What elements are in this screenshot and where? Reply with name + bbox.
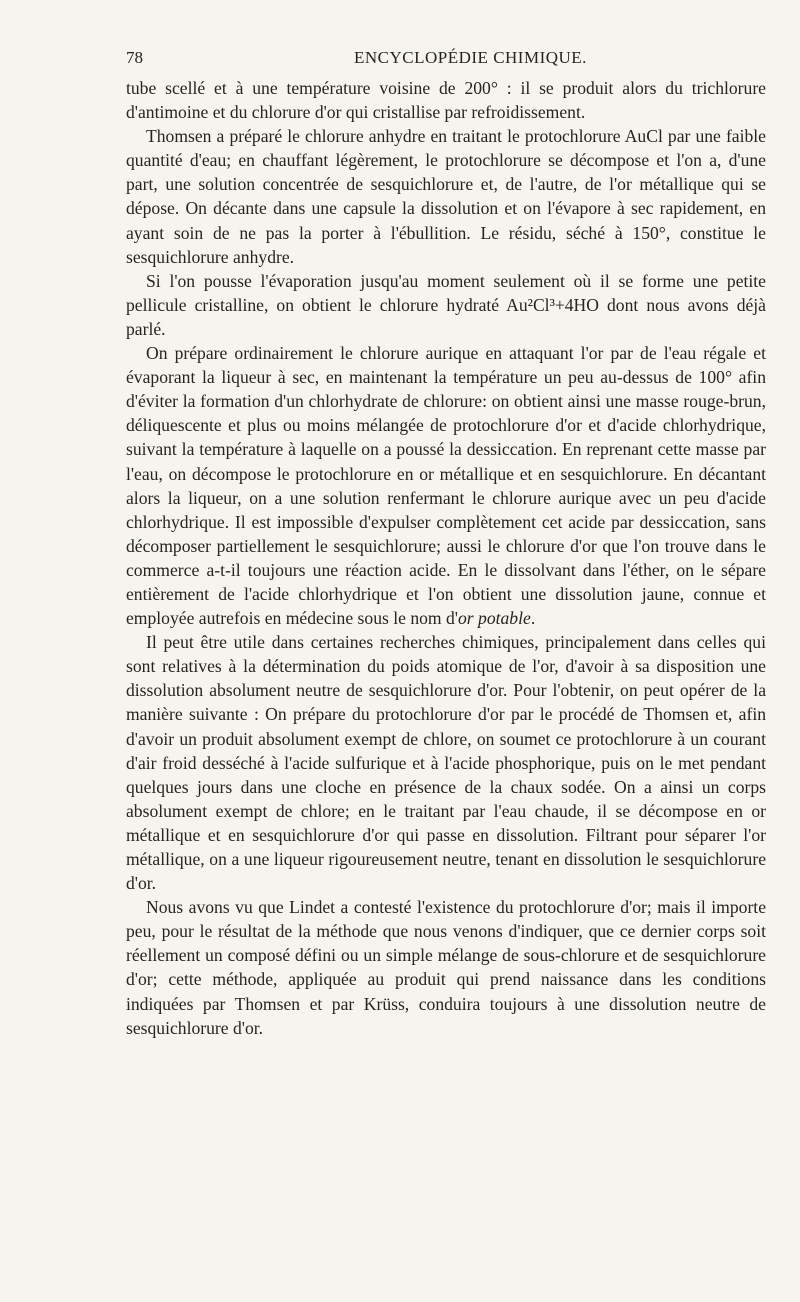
page-number: 78 xyxy=(126,48,143,67)
paragraph: Nous avons vu que Lindet a contesté l'existence du protochlorure d'or; mais il importe peu, pour le résultat de la méthode que nous venons d'indiquer, que ce dernier corps soit réellement un composé défini ou un simple mélange de sous-chlorure et de sesquichlorure d'or; cette méthode, appliquée au produit qui prend naissance dans les conditions indiquées par Thomsen et par Krüss, conduira toujours à une dissolution neutre de sesquichlorure d'or. xyxy=(126,897,766,1038)
paragraph: tube scellé et à une température voisine de 200° : il se produit alors du trichlorure d'antimoine et du chlorure d'or qui cristallise par refroidissement. xyxy=(126,78,766,123)
paragraph: Si l'on pousse l'évaporation jusqu'au moment seulement où il se forme une petite pellicule cristalline, on obtient le chlorure hydraté Au²Cl³+4HO dont nous avons déjà parlé. xyxy=(126,270,766,339)
paragraph-end-punctuation: . xyxy=(530,608,536,629)
paragraph xyxy=(126,341,766,630)
page-header xyxy=(126,40,760,76)
running-head: ENCYCLOPÉDIE CHIMIQUE. xyxy=(354,48,587,67)
emphasized-term: or potable xyxy=(457,608,531,629)
paragraph: Il peut être utile dans certaines recherches chimiques, principalement dans celles qui sont relatives à la détermination du poids atomique de l'or, d'avoir à sa disposition une dissolution absolument neutre de sesquichlorure d'or. Pour l'obtenir, on peut opérer de la manière suivante : On prépare du protochlorure d'or par le procédé de Thomsen et, afin d'avoir un produit absolument exempt de chlore, on soumet ce protochlorure à un courant d'air froid desséché à l'acide sulfurique et à l'acide phosphorique, puis on le met pendant quelques jours dans une cloche en présence de la chaux sodée. On a ainsi un corps absolument exempt de chlore; en le traitant par l'eau chaude, il se décompose en or métallique et en sesquichlorure d'or qui passe en dissolution. Filtrant pour séparer l'or métallique, on a une liqueur rigoureusement neutre, tenant en dissolution le sesquichlorure d'or. xyxy=(126,632,766,894)
paragraph: Thomsen a préparé le chlorure anhydre en traitant le protochlorure AuCl par une faible quantité d'eau; en chauffant légèrement, le protochlorure se décompose et l'on a, d'une part, une solution concentrée de sesquichlorure et, de l'autre, de l'or métallique qui se dépose. On décante dans une capsule la dissolution et on l'évapore à sec rapidement, en ayant soin de ne pas la porter à l'ébullition. Le résidu, séché à 150°, constitue le sesquichlorure anhydre. xyxy=(126,126,766,267)
body-text xyxy=(126,76,766,1040)
paragraph-text: On prépare ordinairement le chlorure aurique en attaquant l'or par de l'eau régale et évaporant la liqueur à sec, en maintenant la température un peu au-dessus de 100° afin d'éviter la formation d'un chlorhydrate de chlorure: on obtient ainsi une masse rouge-brun, déliquescente et plus ou moins mélangée de protochlorure d'or et d'acide chlorhydrique, suivant la température à laquelle on a poussé la dessiccation. En reprenant cette masse par l'eau, on décompose le protochlorure en or métallique et en sesquichlorure. En décantant alors la liqueur, on a une solution renfermant le chlorure aurique avec un peu d'acide chlorhydrique. Il est impossible d'expulser complètement cet acide par dessiccation, sans décomposer partiellement le sesquichlorure; aussi le chlorure d'or que l'on trouve dans le commerce a-t-il toujours une réaction acide. En le dissolvant dans l'éther, on le sépare entièrement de l'acide chlorhydrique et l'on obtient une dissolution jaune, connue et employée autrefois en médecine sous le nom d' xyxy=(126,343,766,629)
